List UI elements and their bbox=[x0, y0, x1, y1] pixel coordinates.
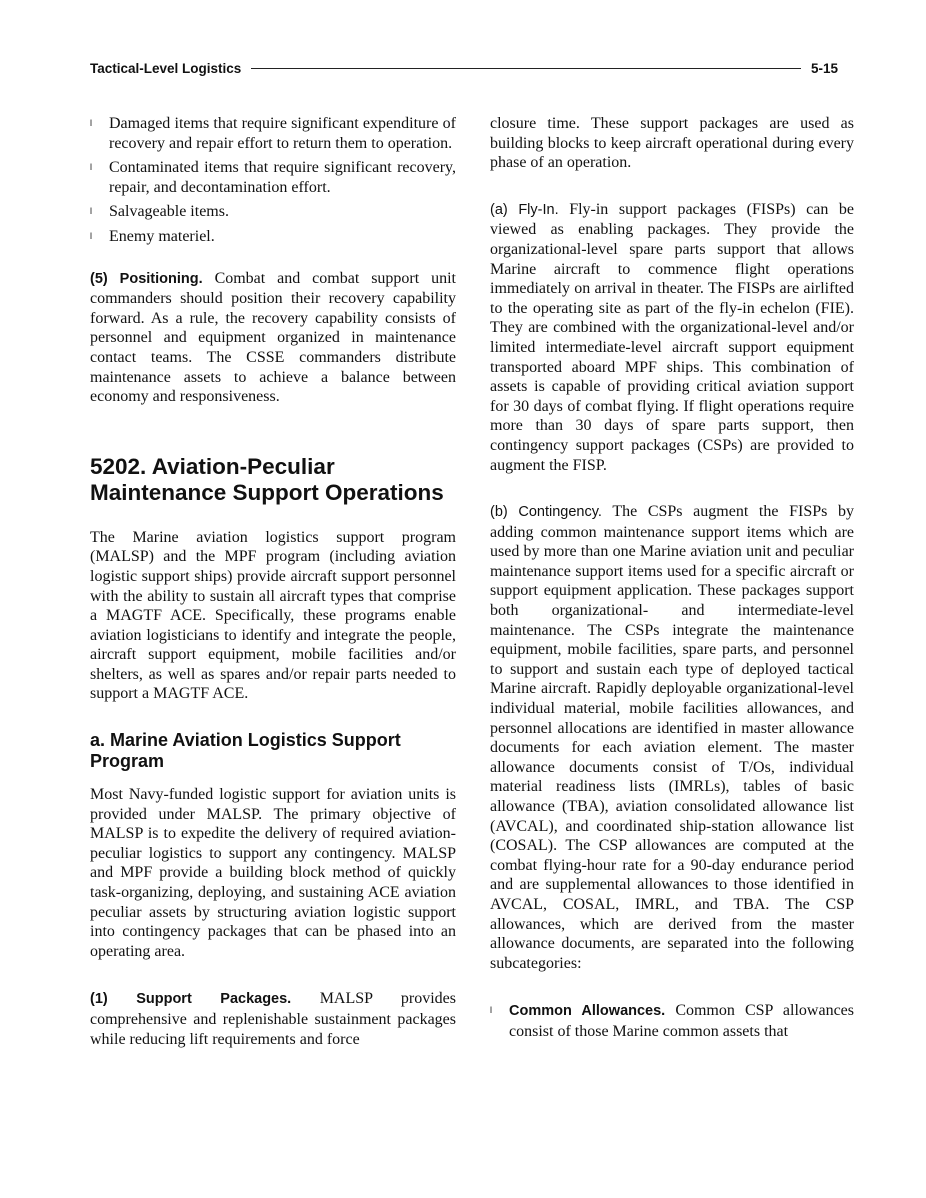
list-item: l Salvageable items. bbox=[90, 203, 229, 221]
positioning-paragraph bbox=[90, 269, 456, 407]
fly-in-paragraph bbox=[490, 200, 854, 475]
allowance-list bbox=[490, 1001, 854, 1041]
right-column bbox=[490, 114, 854, 1047]
section-number: 5202. bbox=[90, 453, 147, 479]
recovery-item-list bbox=[90, 114, 456, 247]
section-title-line2: Maintenance Support Operations bbox=[90, 479, 444, 505]
subsection-heading: a. Marine Aviation Logistics Support Program bbox=[90, 730, 401, 772]
support-packages-text: MALSP provides comprehensive and replenishable sustainment packages while reducing lift requirements and force bbox=[90, 990, 457, 1048]
bullet-marker: l bbox=[90, 162, 92, 173]
section-title-line1: Aviation-Peculiar bbox=[151, 453, 335, 479]
support-packages-heading: (1) Support Packages. bbox=[90, 991, 292, 1008]
contingency-text: The CSPs augment the FISPs by adding common maintenance support items which are used by more than one Marine aviation unit and peculiar maintenance support items used for a specific aircraft or support equipment application. These packages support both organizational- and intermediate-level maintenance. The CSPs integrate the maintenance equipment, mobile facilities, spare parts, and personnel to support and sustain each type of deployed tactical Marine aircraft. Rapidly deployable organizational-level individual material, mobile facilities allowances, and personnel allocations are identified in master allowance documents for each aviation element. The master allowance documents consist of T/Os, individual material readiness lists (IMRLs), tables of basic allowance (TBA), aviation consolidated allowance list (AVCAL), and coordinated ship-station allowance list (COSAL). The CSP allowances are computed at the combat flying-hour rate for a 90-day endurance period and are supplemental allowances to those identified in AVCAL, COSAL, IMRL, and TBA. The CSP allowances, which are derived from the master allowance documents, are separated into the following subcategories: bbox=[490, 503, 854, 972]
running-header bbox=[90, 58, 838, 78]
list-item: l Damaged items that require significant expenditure of recovery and repair effort to return them to operation. bbox=[90, 115, 456, 152]
intro-paragraph: The Marine aviation logistics support program (MALSP) and the MPF program (including aviation logistic support ships) provide aircraft support personnel with the ability to sustain all aircraft types that comprise a MAGTF ACE. Specifically, these programs enable aviation logisticians to identify and integrate the people, aircraft support equipment, mobile facilities and/or shelters, as well as spares and/or repair parts needed to support a MAGTF ACE. bbox=[90, 528, 456, 703]
contingency-paragraph bbox=[490, 502, 854, 973]
common-allowances-text: Common CSP allowances consist of those Marine common assets that bbox=[509, 1002, 854, 1040]
left-column bbox=[90, 114, 456, 1049]
positioning-heading: (5) Positioning. bbox=[90, 270, 203, 287]
header-title: Tactical-Level Logistics bbox=[90, 60, 242, 76]
list-item: l Enemy materiel. bbox=[90, 227, 215, 245]
fly-in-text: Fly-in support packages (FISPs) can be viewed as enabling packages. They provide the organizational-level spare parts support that allows Marine aircraft to commence flight operations immediately on arrival in theater. The FISPs are airlifted to the operating site as part of the fly-in echelon (FIE). They are combined with the organizational-level and/or limited intermediate-level aircraft support equipment transported aboard MPF ships. This combination of assets is capable of providing critical aviation support for 30 days of combat flying. If flight operations require more than 30 days of spare parts support, then contingency support packages (CSPs) are provided to augment the FISP. bbox=[490, 200, 855, 474]
positioning-text: Combat and combat support unit commanders should position their recovery capability forward. As a rule, the recovery capability consists of personnel and equipment organized in maintenance contact teams. The CSSE commanders distribute maintenance assets to achieve a balance between economy and responsiveness. bbox=[90, 269, 456, 406]
bullet-marker: l bbox=[490, 1005, 492, 1016]
page-number: 5-15 bbox=[810, 60, 838, 76]
bullet-marker: l bbox=[90, 206, 92, 217]
bullet-marker: l bbox=[90, 118, 92, 128]
header-rule bbox=[251, 68, 801, 69]
support-packages-paragraph bbox=[90, 989, 456, 1049]
common-allowances-heading: Common Allowances. bbox=[509, 1003, 666, 1020]
section-heading bbox=[90, 454, 456, 506]
malsp-paragraph: Most Navy-funded logistic support for aviation units is provided under MALSP. The primary objective of MALSP is to expedite the delivery of required aviation-peculiar logistics to support any contingency. MALSP and MPF provide a building block method of quickly task-organizing, deploying, and sustaining ACE aviation peculiar assets by structuring aviation logistic support into contingency packages that can be phased into an operating area. bbox=[90, 786, 456, 960]
list-item: l Contaminated items that require significant recovery, repair, and decontamination effort. bbox=[90, 159, 456, 196]
contingency-heading: (b) Contingency. bbox=[490, 504, 602, 521]
fly-in-heading: (a) Fly-In. bbox=[490, 201, 559, 218]
bullet-marker: l bbox=[90, 230, 92, 241]
list-item bbox=[490, 1001, 854, 1041]
continuation-paragraph: closure time. These support packages are used as building blocks to keep aircraft operational during every phase of an operation. bbox=[490, 115, 854, 172]
